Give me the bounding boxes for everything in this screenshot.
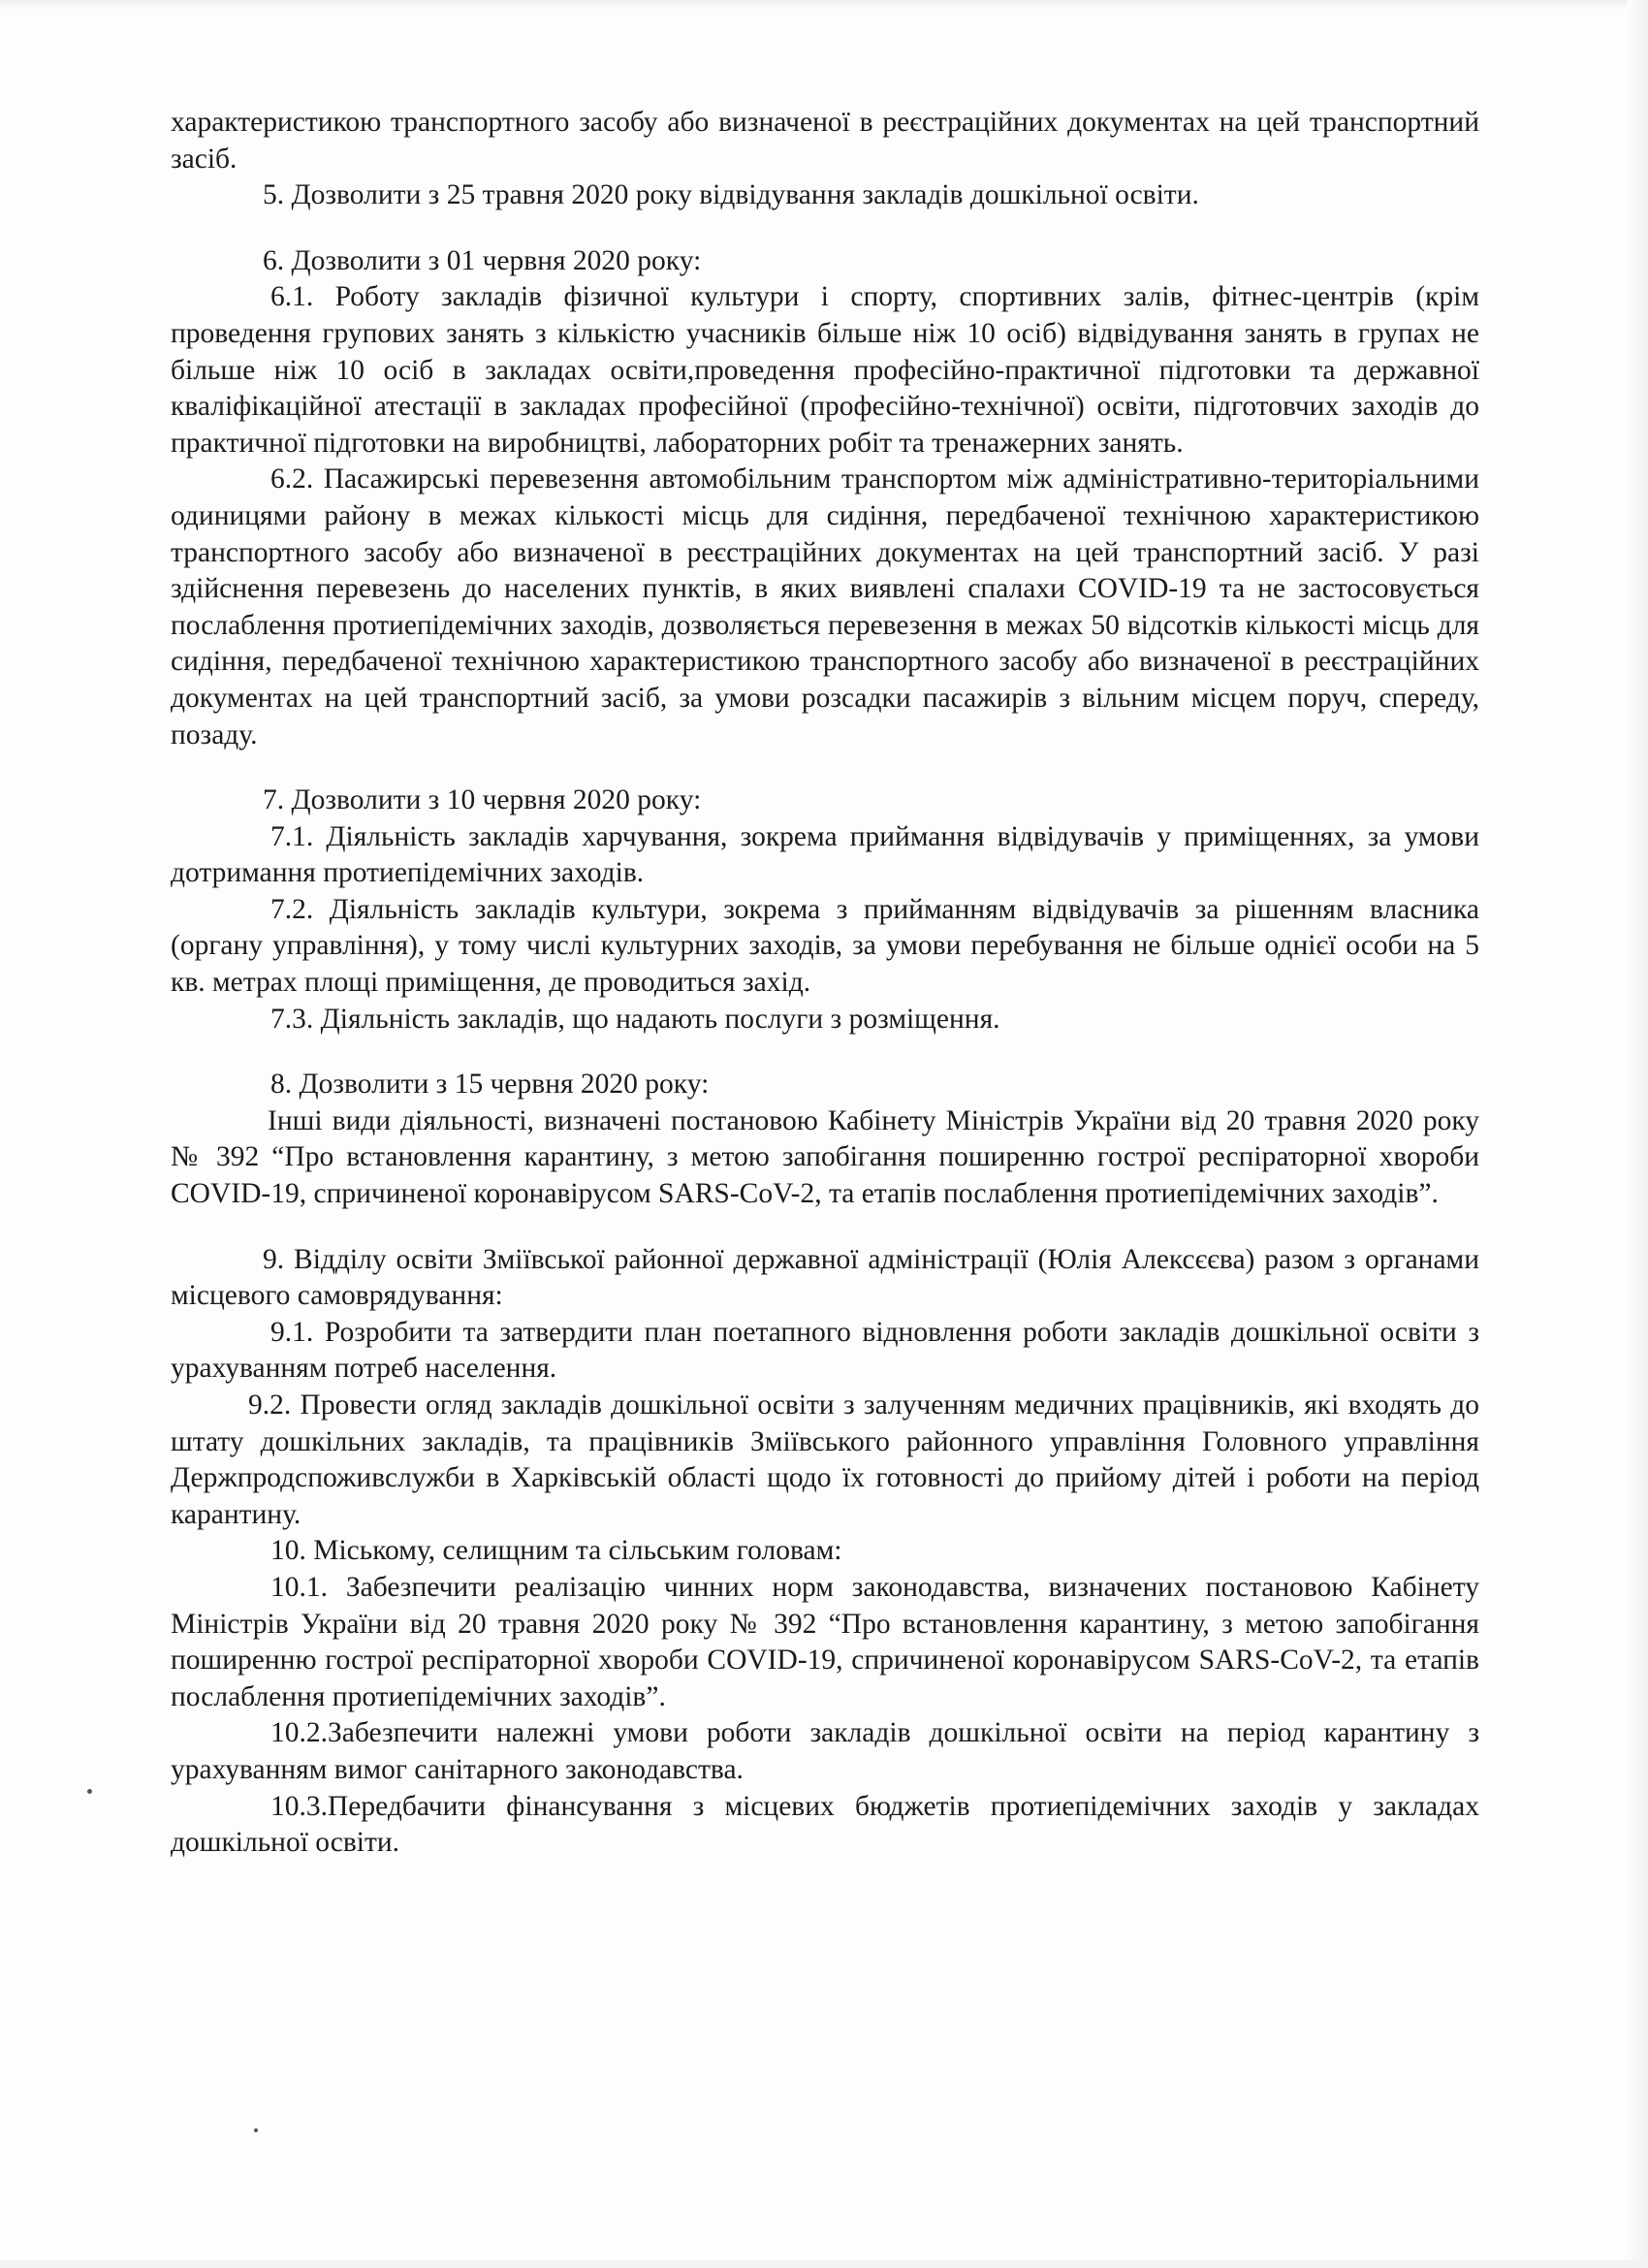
document-body bbox=[171, 105, 1479, 1862]
paragraph-7-1: 7.1. Діяльність закладів харчування, зокрема приймання відвідувачів у приміщеннях, за умови дотримання протиепідемічних заходів. bbox=[171, 820, 1479, 889]
paragraph-6-heading: 6. Дозволити з 01 червня 2020 року: bbox=[263, 244, 702, 276]
paragraph-6-2: 6.2. Пасажирські перевезення автомобільним транспортом між адміністративно-територіальними одиницями району в межах кількості місць для сидіння, передбаченої технічною характеристикою транспортного засобу або визначеної в реєстраційних документах на цей транспортний засіб. У разі здійснення перевезень до населених пунктів, в яких виявлені спалахи COVID-19 та не застосовується послаблення протиепідемічних заходів, дозволяється перевезення в межах 50 відсотків кількості місць для сидіння, передбаченої технічною характеристикою транспортного засобу або визначеної в реєстраційних документах на цей транспортний засіб, за умови розсадки пасажирів з вільним місцем поруч, спереду, позаду. bbox=[171, 463, 1479, 751]
paragraph-10-1: 10.1. Забезпечити реалізацію чинних норм законодавства, визначених постановою Кабінету Міністрів України від 20 травня 2020 року № 392 “Про встановлення карантину, з метою запобігання поширенню гострої респіраторної хвороби COVID-19, спричиненої коронавірусом SARS-CoV-2, та етапів послаблення протиепідемічних заходів”. bbox=[171, 1571, 1479, 1712]
paragraph-8-heading: 8. Дозволити з 15 червня 2020 року: bbox=[270, 1069, 710, 1101]
paragraph-9-2: 9.2. Провести огляд закладів дошкільної освіти з залученням медичних працівників, які входять до штату дошкільних закладів, та працівників Зміївського районного управління Головного управління Держпродспоживслужби в Харківській області щодо їх готовності до прийому дітей і роботи на період карантину. bbox=[171, 1390, 1479, 1530]
scan-shadow-bottom bbox=[0, 2260, 1648, 2268]
scan-speck bbox=[87, 1789, 92, 1794]
paragraph-10-3: 10.3.Передбачити фінансування з місцевих бюджетів протиепідемічних заходів у закладах дошкільної освіти. bbox=[171, 1790, 1479, 1859]
paragraph-6-1: 6.1. Роботу закладів фізичної культури і спорту, спортивних залів, фітнес-центрів (крім проведення групових занять з кількістю учасників більше ніж 10 осіб) відвідування занять в групах не більше ніж 10 осіб в закладах освіти,проведення професійно-практичної підготовки та державної кваліфікаційної атестації в закладах професійної (професійно-технічної) освіти, підготовчих заходів до практичної підготовки на виробництві, лабораторних робіт та тренажерних занять. bbox=[171, 281, 1479, 459]
paragraph-10: 10. Міському, селищним та сільським головам: bbox=[270, 1535, 842, 1567]
paragraph-5: 5. Дозволити з 25 травня 2020 року відвідування закладів дошкільної освіти. bbox=[263, 179, 1199, 211]
scan-speck bbox=[254, 2128, 258, 2132]
paragraph-7-heading: 7. Дозволити з 10 червня 2020 року: bbox=[263, 784, 702, 816]
scan-shadow-top bbox=[0, 0, 1648, 10]
paragraph-10-2: 10.2.Забезпечити належні умови роботи закладів дошкільної освіти на період карантину з урахуванням вимог санітарного законодавства. bbox=[171, 1717, 1479, 1785]
paragraph-9: 9. Відділу освіти Зміївської районної державної адміністрації (Юлія Алексєєва) разом з органами місцевого самоврядування: bbox=[171, 1243, 1479, 1312]
paragraph-8-body: Інші види діяльності, визначені постановою Кабінету Міністрів України від 20 травня 2020 року № 392 “Про встановлення карантину, з метою запобігання поширенню гострої респіраторної хвороби COVID-19, спричиненої коронавірусом SARS-CoV-2, та етапів послаблення протиепідемічних заходів”. bbox=[171, 1104, 1479, 1210]
paragraph-7-3: 7.3. Діяльність закладів, що надають послуги з розміщення. bbox=[270, 1003, 1000, 1035]
paragraph-7-2: 7.2. Діяльність закладів культури, зокрема з прийманням відвідувачів за рішенням власника (органу управління), у тому числі культурних заходів, за умови перебування не більше однієї особи на 5 кв. метрах площі приміщення, де проводиться захід. bbox=[171, 893, 1479, 999]
paragraph-9-1: 9.1. Розробити та затвердити план поетапного відновлення роботи закладів дошкільної освіти з урахуванням потреб населення. bbox=[171, 1316, 1479, 1385]
scan-shadow-right bbox=[1627, 0, 1648, 2268]
paragraph-continuation: характеристикою транспортного засобу або визначеної в реєстраційних документах на цей транспортний засіб. bbox=[171, 107, 1479, 175]
